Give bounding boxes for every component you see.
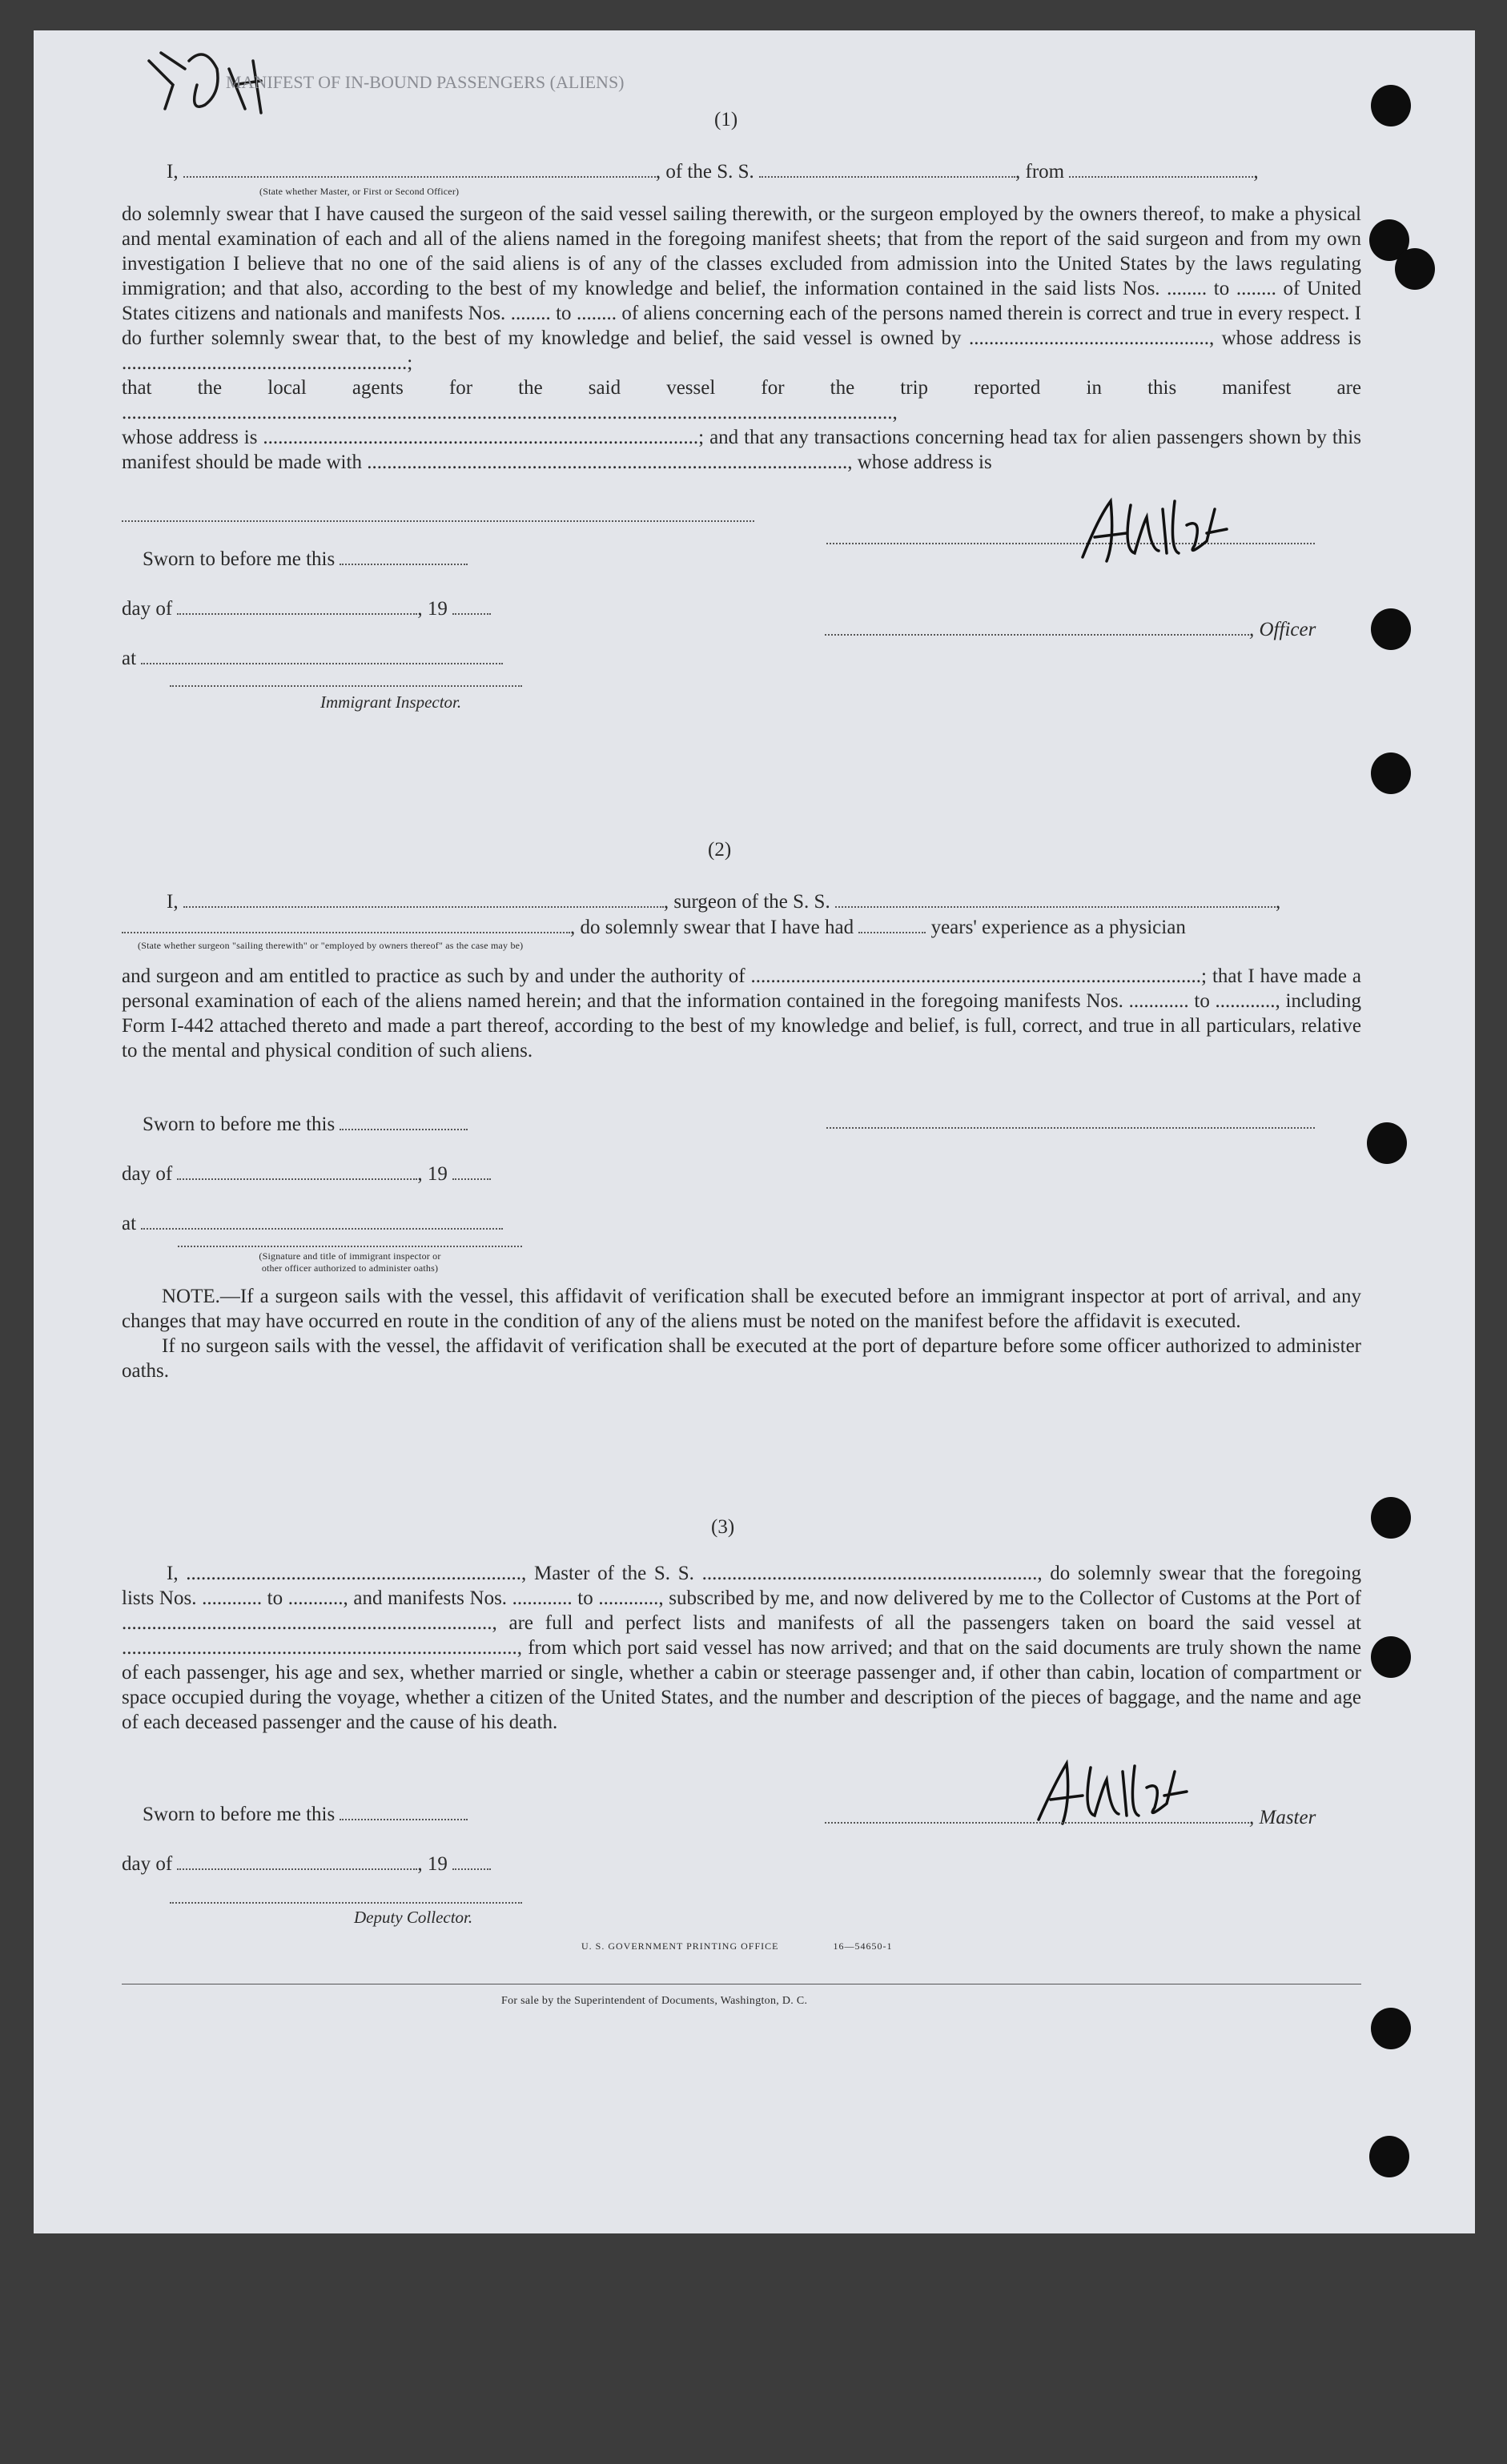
section-2-paragraph (122, 964, 1361, 1063)
day-of-line (122, 1162, 491, 1186)
sworn-day-field[interactable] (340, 1803, 468, 1820)
bleed-through-text: MANIFEST OF IN-BOUND PASSENGERS (ALIENS) (226, 72, 625, 92)
punch-hole (1371, 85, 1411, 126)
text: 16—54650-1 (833, 1940, 893, 1952)
year-field[interactable] (452, 1852, 491, 1870)
day-of-line (122, 597, 491, 621)
manifest-back-page (34, 30, 1475, 2233)
oath-text: and surgeon and am entitled to practice as such by and under the authority of ..........................................................................................; that I have made a personal examination of each of the aliens named herein; and that the information contained in the foregoing manifests Nos. ............ to ............, including Form I-442 attached thereto and made a part thereof, according to the best of my knowledge and belief, is full, correct, and true in all particulars, relative to the mental and physical condition of such aliens. (122, 965, 1361, 1061)
section-1-paragraph (122, 202, 1361, 475)
sworn-line (143, 1803, 468, 1827)
surgeon-status-field[interactable] (122, 916, 570, 933)
text: years' experience as a physician (930, 917, 1186, 938)
text: (Signature and title of immigrant inspector or (259, 1250, 441, 1262)
text: at (122, 648, 137, 669)
inspector-signature-line (170, 685, 522, 687)
section-2-oath-line (167, 890, 1280, 914)
text: day of (122, 598, 173, 620)
month-field[interactable] (177, 1852, 417, 1870)
at-line (122, 647, 503, 671)
text: other officer authorized to administer oaths) (261, 1262, 439, 1274)
text: , do solemnly swear that I have had (570, 917, 854, 938)
administering-officer-line (178, 1246, 522, 1247)
for-sale-line: For sale by the Superintendent of Documents, Washington, D. C. (501, 1995, 808, 2007)
oath-text: do solemnly swear that I have caused the surgeon of the said vessel sailing therewith, or the surgeon employed by the owners thereof, to make a physical and mental examination of each and all of the aliens named in the foregoing manifest sheets; that from the report of the said surgeon and from my own investigation I believe that no one of the said aliens is of any of the classes excluded from admission into the United States by the laws regulating immigration; and that also, according to the best of my knowledge and belief, the information contained in the said lists Nos. ........ to ........ of United States citizens and nationals and manifests Nos. ........ to ........ of aliens concerning each of the persons named therein is correct and true in every respect. I do further solemnly swear that, to the best of my knowledge and belief, the said vessel is owned by ................................................, whose address is .........................................................; (122, 203, 1361, 374)
oath-text: whose address is .......................................................................................; and that any transactions concerning head tax for alien passengers shown by this manifest should be made with ................................................................................................, whose address is (122, 427, 1361, 473)
month-field[interactable] (177, 1162, 417, 1180)
year-field[interactable] (452, 597, 491, 615)
month-field[interactable] (177, 597, 417, 615)
punch-hole (1371, 1497, 1411, 1539)
sworn-day-field[interactable] (340, 548, 468, 565)
punch-hole (1371, 752, 1411, 794)
text: , (1253, 161, 1259, 183)
note-text: If no surgeon sails with the vessel, the affidavit of verification shall be executed at the port of departure before some officer authorized to administer oaths. (122, 1335, 1361, 1382)
sworn-line (143, 548, 468, 572)
printing-office-line (581, 1940, 892, 1952)
text: , of the S. S. (655, 161, 754, 183)
note-text: NOTE.—If a surgeon sails with the vessel, this affidavit of verification shall be executed before an immigrant inspector at port of arrival, and any changes that may have occurred en route in the condition of any of the aliens must be noted on the manifest before the affidavit is executed. (122, 1286, 1361, 1332)
sworn-line (143, 1113, 468, 1137)
master-label: , Master (1249, 1807, 1316, 1828)
sworn-day-field[interactable] (340, 1113, 468, 1130)
section-3-paragraph (122, 1561, 1361, 1735)
text: day of (122, 1853, 173, 1875)
continuation-line (122, 520, 754, 522)
deputy-collector-signature-line (170, 1902, 522, 1904)
year-field[interactable] (452, 1162, 491, 1180)
surgeon-name-field[interactable] (183, 890, 664, 908)
deputy-label: Deputy Collector. (354, 1908, 473, 1927)
officer-line (825, 618, 1316, 642)
vessel-name-field[interactable] (835, 890, 1276, 908)
surgeon-status-note: (State whether surgeon "sailing therewith" or "employed by owners thereof" as the case may be) (138, 940, 524, 951)
section-2-swear-line (122, 916, 1186, 940)
punch-hole (1371, 2008, 1411, 2049)
punch-hole (1367, 1122, 1407, 1164)
text: U. S. GOVERNMENT PRINTING OFFICE (581, 1940, 779, 1952)
text: I, (167, 891, 179, 913)
text: I, (167, 161, 179, 183)
section-2-number: (2) (708, 839, 732, 861)
text: , 19 (417, 598, 448, 620)
signature-title-note (178, 1250, 522, 1274)
master-signature-field[interactable] (825, 1806, 1249, 1824)
day-of-line (122, 1852, 491, 1876)
at-line (122, 1212, 503, 1236)
section-1-oath-line (167, 160, 1259, 184)
text: , 19 (417, 1853, 448, 1875)
punch-hole (1395, 248, 1435, 290)
location-field[interactable] (141, 647, 503, 664)
section-1-number: (1) (714, 109, 738, 130)
punch-hole (1369, 2136, 1409, 2177)
text: , from (1015, 161, 1065, 183)
text: , surgeon of the S. S. (663, 891, 830, 913)
officer-rank-note: (State whether Master, or First or Second Officer) (259, 186, 460, 197)
surgeon-signature-line (826, 1127, 1315, 1129)
oath-text: that the local agents for the said vessel for the trip reported in this manifest are .........................................................................................................................................................., (122, 377, 1361, 423)
vessel-name-field[interactable] (759, 160, 1015, 178)
text: Sworn to before me this (143, 548, 336, 570)
text: Sworn to before me this (143, 1804, 336, 1825)
note-paragraph (122, 1284, 1361, 1383)
text: day of (122, 1163, 173, 1185)
officer-signature (1067, 485, 1251, 573)
text: , 19 (417, 1163, 448, 1185)
departure-port-field[interactable] (1069, 160, 1253, 178)
officer-label: , Officer (1249, 619, 1316, 640)
text: Sworn to before me this (143, 1114, 336, 1135)
officer-signature-field[interactable] (825, 618, 1249, 636)
location-field[interactable] (141, 1212, 503, 1230)
inspector-label: Immigrant Inspector. (320, 692, 462, 712)
punch-hole (1371, 608, 1411, 650)
punch-hole (1371, 1636, 1411, 1678)
officer-name-field[interactable] (183, 160, 656, 178)
years-field[interactable] (858, 916, 926, 933)
section-3-number: (3) (711, 1516, 735, 1538)
master-line (825, 1806, 1316, 1830)
text: , (1275, 891, 1281, 913)
oath-text: I, ..................................................................., Master of the S. S. ..................................................................., do solemnly swear that the foregoing lists Nos. ............ to ..........., and manifests Nos. ............ to ............, subscribed by me, and now delivered by me to the Collector of Customs at the Port of .........................................................................., are full and perfect lists and manifests of all the passengers taken on board the said vessel at ..............................................................................., from which port said vessel has now arrived; and that on the said documents are truly shown the name of each passenger, his age and sex, whether married or single, whether a cabin or steerage passenger and, if other than cabin, location of compartment or space occupied during the voyage, whether a citizen of the United States, and the number and description of the pieces of baggage, and the name and age of each deceased passenger and the cause of his death. (122, 1563, 1361, 1733)
text: at (122, 1213, 137, 1234)
